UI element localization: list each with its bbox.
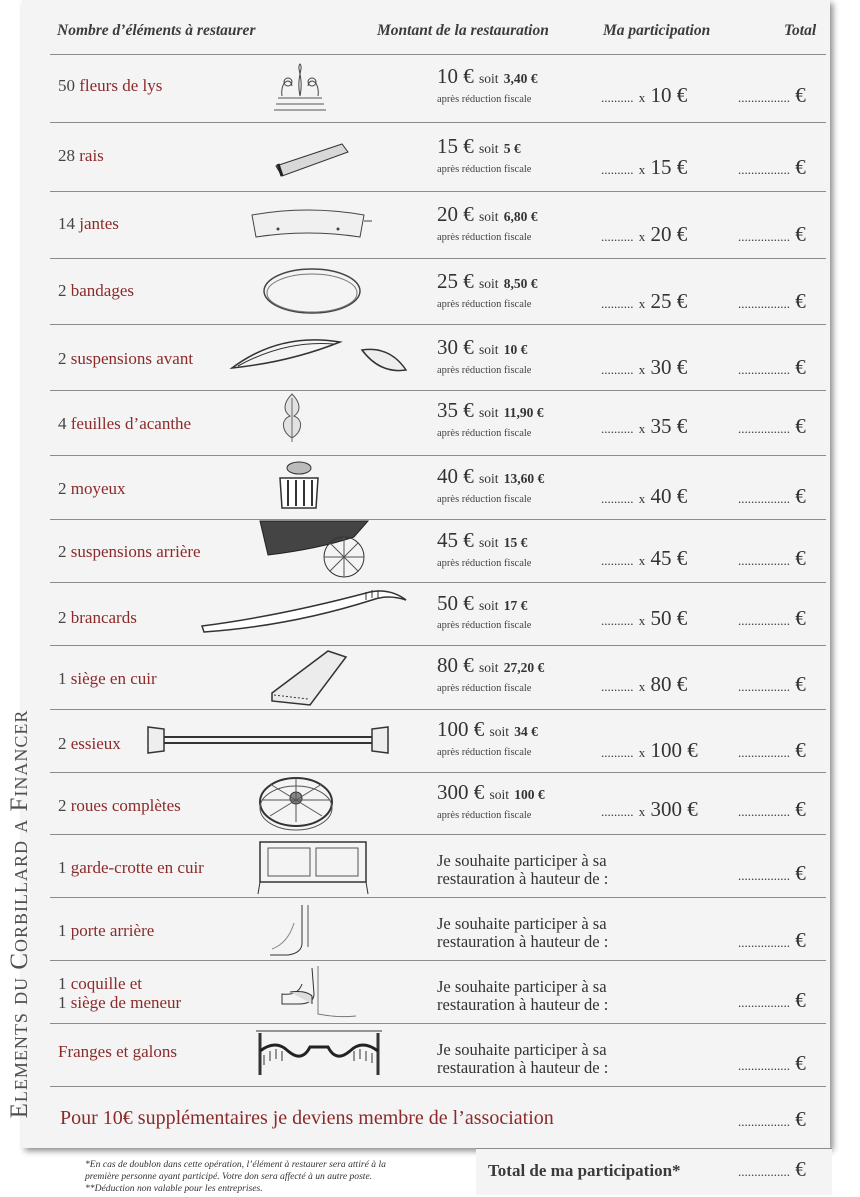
soit-label: soit [479,471,499,486]
vertical-title [0,655,38,1185]
vertical-title-text: Elements du Corbillard a Financer [6,709,33,1119]
brancard-sketch [200,586,410,636]
soit-label: soit [479,535,499,550]
divider [50,1086,826,1087]
item-row-essieux [50,709,826,772]
euro-sign: € [795,1157,806,1181]
soit-label: soit [479,660,499,675]
item-row-siege-cuir [50,645,826,709]
euro-sign: € [795,1051,806,1075]
item-row-franges-galons [50,1023,826,1086]
unit-amount: 30 € [650,355,688,379]
euro-sign: € [795,861,806,885]
item-row-suspensions-avant [50,324,826,390]
membership-field[interactable]: ................ [738,1114,790,1129]
net-price: 17 € [503,598,528,613]
fiscal-note: après réduction fiscale [437,810,532,821]
total-field[interactable]: ................ [738,868,790,883]
membership-total [738,1107,806,1132]
price-value: 30 € [437,335,474,359]
unit-amount: 100 € [650,738,698,762]
total-field[interactable]: ................ [738,362,790,377]
participation-text-line1: Je souhaite participer à sa [437,914,607,933]
net-price: 100 € [514,787,545,802]
grand-total-amount [738,1157,806,1182]
unit-amount: 10 € [650,83,688,107]
bandage-sketch [260,264,364,318]
fiscal-note: après réduction fiscale [437,494,532,505]
item-row-fleurs-de-lys [50,54,826,122]
item-label: 2 essieux [58,734,121,753]
unit-amount: 80 € [650,672,688,696]
footnote-3: **Déduction non valable pour les entreprises. [85,1183,263,1194]
quantity-field[interactable]: .......... [601,553,634,568]
footnotes [85,1159,485,1195]
quantity-field[interactable]: .......... [601,296,634,311]
price-value: 100 € [437,717,485,741]
net-price: 27,20 € [503,660,545,675]
participation-text-line2: restauration à hauteur de : [437,995,609,1014]
item-row-suspensions-arriere [50,519,826,582]
unit-amount: 300 € [650,797,698,821]
total-field[interactable]: ................ [738,745,790,760]
garde-crotte-sketch [254,838,374,894]
fiscal-note: après réduction fiscale [437,558,532,569]
euro-sign: € [795,83,806,107]
header-participation: Ma participation [603,22,711,39]
net-price: 15 € [503,535,528,550]
fiscal-note: après réduction fiscale [437,428,532,439]
quantity-field[interactable]: .......... [601,229,634,244]
item-label: 2 moyeux [58,479,126,498]
euro-sign: € [795,672,806,696]
acanthe-leaf-sketch [278,392,306,448]
item-label: 2 suspensions arrière [58,542,201,561]
fiscal-note: après réduction fiscale [437,232,532,243]
soit-label: soit [479,71,499,86]
fiscal-note: après réduction fiscale [437,94,532,105]
item-row-porte-arriere [50,897,826,960]
net-price: 34 € [514,724,538,739]
membership-text: Pour 10€ supplémentaires je deviens membre de l’association [60,1107,554,1129]
net-price: 13,60 € [503,471,545,486]
footnote-1: *En cas de doublon dans cette opération, l’élément à restaurer sera attiré à la [85,1159,386,1170]
moyeu-sketch [276,458,322,514]
item-row-coquille-siege-meneur [50,960,826,1023]
item-label: Franges et galons [58,1042,177,1061]
coquille-sketch [278,964,358,1020]
unit-amount: 40 € [650,484,688,508]
total-field[interactable]: ................ [738,995,790,1010]
item-label: 50 fleurs de lys [58,76,163,95]
soit-label: soit [479,276,499,291]
euro-sign: € [795,484,806,508]
total-field[interactable]: ................ [738,679,790,694]
total-field[interactable]: ................ [738,162,790,177]
times-sign: x [638,162,646,177]
item-row-garde-crotte [50,834,826,897]
unit-amount: 20 € [650,222,688,246]
header-amount: Montant de la restauration [377,22,549,39]
item-row-moyeux [50,455,826,519]
euro-sign: € [795,797,806,821]
participation-text-line2: restauration à hauteur de : [437,869,609,888]
quantity-field[interactable]: .......... [601,679,634,694]
euro-sign: € [795,222,806,246]
euro-sign: € [795,988,806,1012]
price-value: 15 € [437,134,474,158]
item-label: 2 suspensions avant [58,349,194,368]
total-field[interactable]: ................ [738,935,790,950]
header-items: Nombre d’éléments à restaurer [57,22,256,39]
fiscal-note: après réduction fiscale [437,620,532,631]
fiscal-note: après réduction fiscale [437,683,532,694]
unit-amount: 35 € [650,414,688,438]
item-label: 28 rais [58,146,104,165]
times-sign: x [638,362,646,377]
suspension-arriere-sketch [258,519,370,579]
item-label: 2 brancards [58,608,137,627]
item-label: 4 feuilles d’acanthe [58,414,192,433]
quantity-field[interactable]: .......... [601,421,634,436]
euro-sign: € [795,155,806,179]
price-value: 50 € [437,591,474,615]
grand-total-label: Total de ma participation* [488,1161,681,1180]
grand-total-field[interactable]: ................ [738,1164,790,1179]
price-value: 35 € [437,398,474,422]
essieu-sketch [146,723,390,757]
times-sign: x [638,804,646,819]
jante-sketch [248,207,372,243]
participation-text-line1: Je souhaite participer à sa [437,977,607,996]
item-row-roues-completes [50,772,826,834]
price-value: 40 € [437,464,474,488]
item-label: 14 jantes [58,214,119,233]
euro-sign: € [795,606,806,630]
soit-label: soit [489,787,510,802]
total-field[interactable]: ................ [738,90,790,105]
item-label: 1 siège en cuir [58,669,157,688]
item-row-bandages [50,258,826,324]
euro-sign: € [795,355,806,379]
participation-text-line2: restauration à hauteur de : [437,1058,609,1077]
header-total: Total [784,22,817,39]
times-sign: x [638,229,646,244]
euro-sign: € [795,928,806,952]
item-row-brancards [50,582,826,645]
rais-sketch [272,138,352,180]
suspension-avant-sketch [230,332,410,380]
quantity-field[interactable]: .......... [601,613,634,628]
quantity-field[interactable]: .......... [601,90,634,105]
item-row-jantes [50,191,826,258]
item-label: 2 roues complètes [58,796,181,815]
times-sign: x [638,679,646,694]
item-label: 1 coquille et 1 siège de meneur [58,974,182,1012]
soit-label: soit [479,405,499,420]
unit-amount: 45 € [650,546,688,570]
quantity-field[interactable]: .......... [601,362,634,377]
total-field[interactable]: ................ [738,804,790,819]
soit-label: soit [479,342,499,357]
times-sign: x [638,421,646,436]
total-field[interactable]: ................ [738,613,790,628]
franges-sketch [254,1029,386,1081]
times-sign: x [638,613,646,628]
net-price: 3,40 € [503,71,538,86]
item-label: 1 garde-crotte en cuir [58,858,204,877]
roue-sketch [256,774,336,832]
grand-total-box [476,1148,832,1195]
item-row-rais [50,122,826,191]
participation-text-line1: Je souhaite participer à sa [437,1040,607,1059]
times-sign: x [638,491,646,506]
fiscal-note: après réduction fiscale [437,299,532,310]
item-row-feuilles-acanthe [50,390,826,455]
unit-amount: 25 € [650,289,688,313]
soit-label: soit [489,724,510,739]
net-price: 6,80 € [503,209,538,224]
quantity-field[interactable]: .......... [601,745,634,760]
total-field[interactable]: ................ [738,421,790,436]
soit-label: soit [479,209,499,224]
footnote-2: première personne ayant participé. Votre don sera affecté à un autre poste. [85,1171,373,1182]
euro-sign: € [795,414,806,438]
net-price: 10 € [503,342,528,357]
times-sign: x [638,296,646,311]
quantity-field[interactable]: .......... [601,491,634,506]
quantity-field[interactable]: .......... [601,804,634,819]
price-value: 300 € [437,780,485,804]
porte-arriere-sketch [268,903,328,957]
total-field[interactable]: ................ [738,553,790,568]
price-value: 45 € [437,528,474,552]
quantity-field[interactable]: .......... [601,162,634,177]
item-label: 2 bandages [58,281,135,300]
euro-sign: € [795,1107,806,1131]
fiscal-note: après réduction fiscale [437,164,532,175]
times-sign: x [638,90,646,105]
price-value: 25 € [437,269,474,293]
net-price: 8,50 € [503,276,538,291]
siege-cuir-sketch [270,649,350,707]
fleur-de-lys-sketch [270,62,330,114]
fiscal-note: après réduction fiscale [437,747,532,758]
fiscal-note: après réduction fiscale [437,365,532,376]
net-price: 11,90 € [503,405,544,420]
euro-sign: € [795,289,806,313]
total-field[interactable]: ................ [738,229,790,244]
price-value: 20 € [437,202,474,226]
soit-label: soit [479,141,499,156]
times-sign: x [638,553,646,568]
total-field[interactable]: ................ [738,296,790,311]
unit-amount: 50 € [650,606,688,630]
participation-text-line2: restauration à hauteur de : [437,932,609,951]
euro-sign: € [795,546,806,570]
item-label: 1 porte arrière [58,921,155,940]
times-sign: x [638,745,646,760]
total-field[interactable]: ................ [738,491,790,506]
price-value: 10 € [437,64,474,88]
euro-sign: € [795,738,806,762]
price-value: 80 € [437,653,474,677]
total-field[interactable]: ................ [738,1058,790,1073]
net-price: 5 € [503,141,521,156]
participation-text-line1: Je souhaite participer à sa [437,851,607,870]
unit-amount: 15 € [650,155,688,179]
soit-label: soit [479,598,499,613]
